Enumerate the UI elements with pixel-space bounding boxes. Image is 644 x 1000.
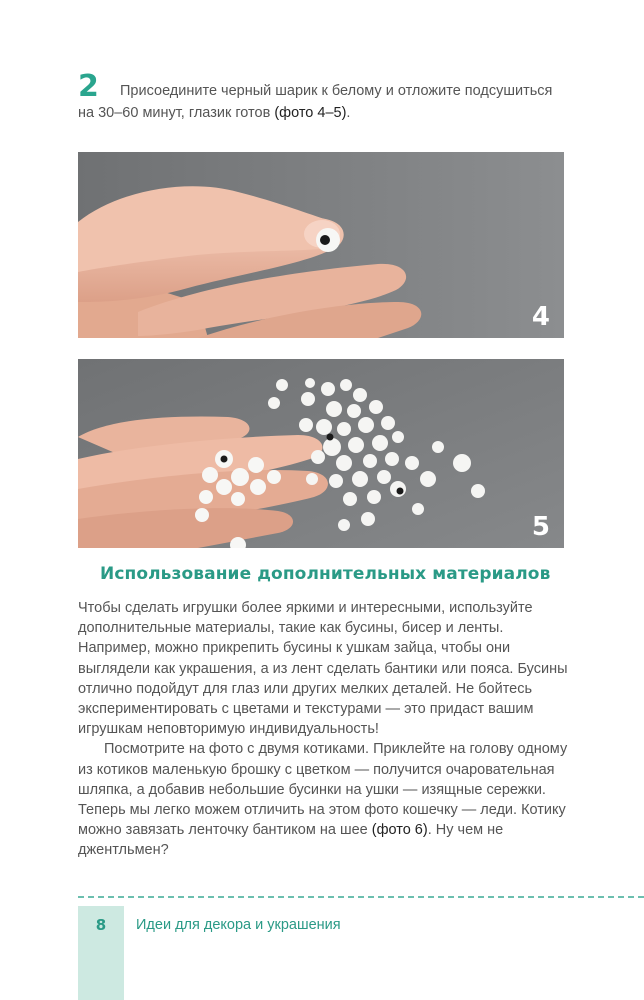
step-text-main: Присоедините черный шарик к белому и отложите подсушиться на 30–60 минут, глазик готов [78,83,553,121]
body-paragraph-1: Чтобы сделать игрушки более яркими и интересными, используйте дополнительные материалы, такие как бусины, бисер и ленты. Например, можно прикрепить бусины к ушкам зайца, чтобы они выглядели как украшения, а из лент сделать бантики или пояса. Бусины отлично подойдут для глаз или других мелких деталей. Не бойтесь экспериментировать с цветами и текстурами — это придаст вашим игрушкам неповторимую индивидуальность! [78,600,568,738]
photo-4-image [78,152,564,338]
photo-5-image [78,359,564,548]
body-paragraph-2 [78,739,568,860]
photo-5 [78,359,564,548]
footer-divider [78,896,644,898]
body-paragraph-2-end: . Ну чем не джентльмен? [78,822,504,859]
step-photo-ref: (фото 4–5) [274,105,347,121]
step-text-end: . [346,105,351,121]
running-title: Идеи для декора и украшения [136,917,341,933]
page-number: 8 [95,916,107,934]
body-text [78,598,568,861]
photo-5-label: 5 [531,512,550,542]
photo-6-ref: (фото 6) [371,822,428,839]
step-text [78,80,564,124]
body-paragraph-2-main: Посмотрите на фото с двумя котиками. Приклейте на голову одному из котиков маленькую брошку с цветком — получится очаровательная шляпка, а добавив небольшие бусинки на ушки — изящные сережки. Теперь мы легко можем отличить на этом фото кошечку — леди. Котику можно завязать ленточку бантиком на шее [78,741,568,839]
photo-4 [78,152,564,338]
photo-4-label: 4 [531,302,550,332]
step-number: 2 [78,69,99,104]
section-heading: Использование дополнительных материалов [100,564,551,584]
